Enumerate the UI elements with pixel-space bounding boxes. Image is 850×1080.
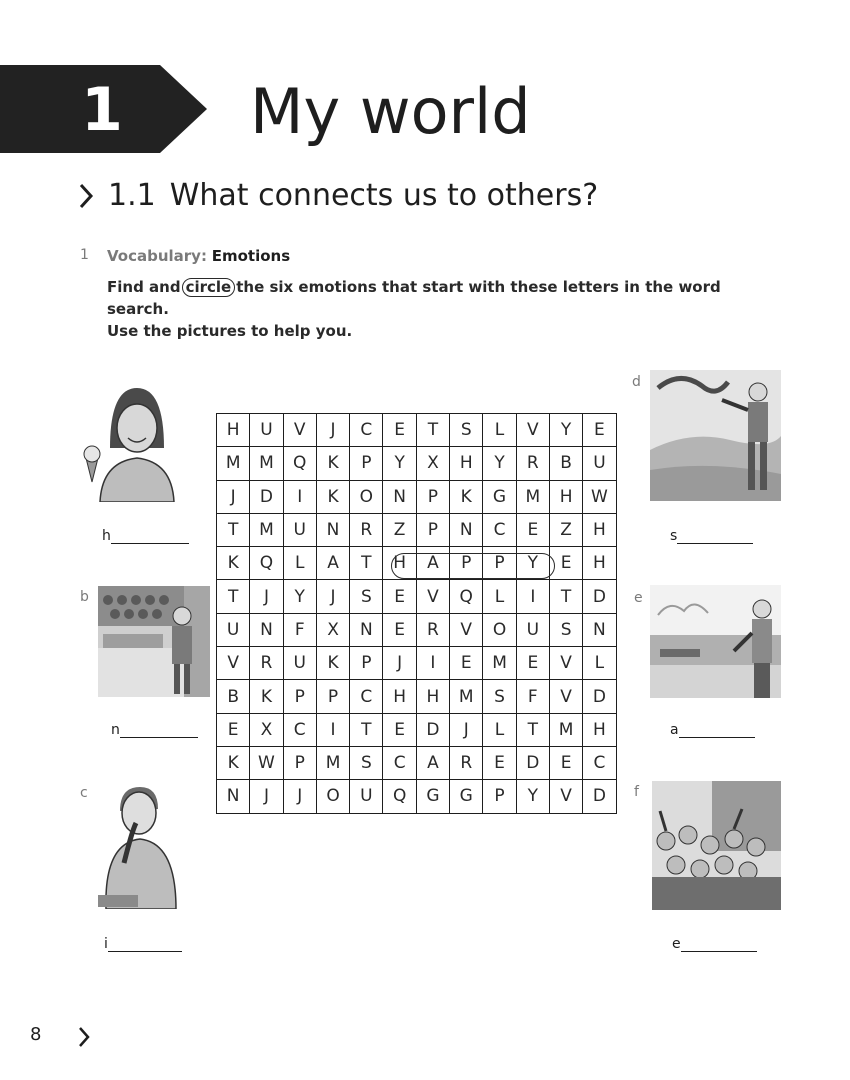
grid-cell[interactable]: C xyxy=(350,414,383,447)
word-search-grid xyxy=(216,413,617,814)
panel-letter-b: b xyxy=(80,589,89,605)
grid-cell[interactable]: R xyxy=(416,613,449,646)
answer-start-d: s xyxy=(670,528,678,544)
boy-on-stage-icon xyxy=(98,586,210,697)
instruction-after: the six emotions that start with these letters in the word search. xyxy=(107,278,721,318)
grid-cell[interactable]: J xyxy=(283,780,316,813)
grid-cell[interactable]: M xyxy=(549,713,582,746)
grid-cell[interactable]: P xyxy=(483,780,516,813)
grid-cell[interactable]: N xyxy=(583,613,616,646)
grid-cell[interactable]: Y xyxy=(383,447,416,480)
grid-cell[interactable]: L xyxy=(283,547,316,580)
grid-cell[interactable]: E xyxy=(383,414,416,447)
answer-line-e[interactable] xyxy=(670,722,755,740)
page-number: 8 xyxy=(30,1024,42,1045)
grid-row xyxy=(217,447,617,480)
grid-row xyxy=(217,513,617,546)
panel-letter-d: d xyxy=(632,374,641,390)
grid-cell[interactable]: E xyxy=(516,647,549,680)
answer-line-d[interactable] xyxy=(670,528,753,546)
chevron-right-icon[interactable] xyxy=(76,1025,92,1049)
grid-cell[interactable]: T xyxy=(549,580,582,613)
grid-row xyxy=(217,580,617,613)
grid-cell[interactable]: C xyxy=(350,680,383,713)
grid-cell[interactable]: P xyxy=(416,480,449,513)
grid-cell[interactable]: D xyxy=(416,713,449,746)
grid-cell[interactable]: I xyxy=(316,713,349,746)
grid-cell[interactable]: E xyxy=(549,547,582,580)
grid-cell[interactable]: H xyxy=(450,447,483,480)
grid-cell[interactable]: U xyxy=(283,647,316,680)
grid-cell[interactable]: V xyxy=(516,414,549,447)
exercise-instructions xyxy=(107,276,787,342)
grid-cell[interactable]: K xyxy=(450,480,483,513)
grid-cell[interactable]: M xyxy=(316,746,349,779)
circled-word: circle xyxy=(182,278,236,297)
grid-row xyxy=(217,547,617,580)
answer-line-a[interactable] xyxy=(102,528,189,546)
grid-cell[interactable]: P xyxy=(416,513,449,546)
grid-cell[interactable]: V xyxy=(416,580,449,613)
grid-cell[interactable]: H xyxy=(383,680,416,713)
grid-cell[interactable]: S xyxy=(483,680,516,713)
grid-cell[interactable]: L xyxy=(483,580,516,613)
grid-cell[interactable]: M xyxy=(483,647,516,680)
grid-cell[interactable]: J xyxy=(383,647,416,680)
grid-cell[interactable]: M xyxy=(450,680,483,713)
grid-cell[interactable]: P xyxy=(283,746,316,779)
grid-cell[interactable]: N xyxy=(217,780,250,813)
grid-cell[interactable]: H xyxy=(583,547,616,580)
grid-cell[interactable]: Y xyxy=(516,547,549,580)
grid-cell[interactable]: H xyxy=(416,680,449,713)
exercise-category: Vocabulary: xyxy=(107,247,207,265)
grid-row xyxy=(217,613,617,646)
grid-row xyxy=(217,713,617,746)
instruction-line-1 xyxy=(107,276,787,320)
grid-cell[interactable]: F xyxy=(516,680,549,713)
grid-cell[interactable]: M xyxy=(250,513,283,546)
grid-cell[interactable]: R xyxy=(516,447,549,480)
grid-cell[interactable]: J xyxy=(316,580,349,613)
panel-letter-f: f xyxy=(634,784,639,800)
grid-cell[interactable]: N xyxy=(350,613,383,646)
boy-thinking-icon xyxy=(96,783,184,909)
grid-cell[interactable]: Q xyxy=(283,447,316,480)
grid-row xyxy=(217,480,617,513)
grid-cell[interactable]: K xyxy=(316,480,349,513)
grid-cell[interactable]: K xyxy=(316,447,349,480)
grid-cell[interactable]: E xyxy=(217,713,250,746)
grid-cell[interactable]: J xyxy=(250,780,283,813)
grid-cell[interactable]: H xyxy=(583,713,616,746)
grid-cell[interactable]: H xyxy=(383,547,416,580)
cheering-crowd-icon xyxy=(652,781,781,910)
answer-start-e: a xyxy=(670,722,679,738)
grid-cell[interactable]: K xyxy=(217,547,250,580)
grid-cell[interactable]: S xyxy=(350,580,383,613)
grid-cell[interactable]: S xyxy=(549,613,582,646)
grid-cell[interactable]: D xyxy=(583,680,616,713)
grid-cell[interactable]: R xyxy=(450,746,483,779)
panel-letter-c: c xyxy=(80,785,88,801)
grid-cell[interactable]: Q xyxy=(450,580,483,613)
grid-cell[interactable]: O xyxy=(483,613,516,646)
grid-cell[interactable]: W xyxy=(250,746,283,779)
panel-letter-e: e xyxy=(634,590,643,606)
grid-cell[interactable]: Y xyxy=(516,780,549,813)
grid-cell[interactable]: U xyxy=(583,447,616,480)
grid-cell[interactable]: U xyxy=(283,513,316,546)
grid-cell[interactable]: Y xyxy=(283,580,316,613)
grid-cell[interactable]: E xyxy=(383,580,416,613)
answer-line-c[interactable] xyxy=(104,936,182,954)
grid-cell[interactable]: P xyxy=(316,680,349,713)
grid-cell[interactable]: V xyxy=(283,414,316,447)
grid-cell[interactable]: K xyxy=(316,647,349,680)
grid-cell[interactable]: T xyxy=(217,580,250,613)
grid-cell[interactable]: S xyxy=(450,414,483,447)
grid-cell[interactable]: C xyxy=(383,746,416,779)
grid-cell[interactable]: J xyxy=(250,580,283,613)
section-title-text: What connects us to others? xyxy=(169,178,599,213)
exercise-number: 1 xyxy=(80,247,89,263)
grid-cell[interactable]: X xyxy=(250,713,283,746)
grid-cell[interactable]: H xyxy=(583,513,616,546)
grid-cell[interactable]: L xyxy=(483,713,516,746)
grid-cell[interactable]: N xyxy=(450,513,483,546)
chevron-right-icon xyxy=(76,181,96,211)
grid-cell[interactable]: V xyxy=(549,647,582,680)
grid-cell[interactable]: M xyxy=(217,447,250,480)
answer-start-c: i xyxy=(104,936,108,952)
section-number: 1.1 xyxy=(108,178,156,213)
grid-cell[interactable]: A xyxy=(316,547,349,580)
grid-cell[interactable]: T xyxy=(217,513,250,546)
grid-cell[interactable]: H xyxy=(217,414,250,447)
exercise-heading xyxy=(107,246,290,266)
grid-cell[interactable]: P xyxy=(450,547,483,580)
answer-start-f: e xyxy=(672,936,681,952)
grid-cell[interactable]: T xyxy=(516,713,549,746)
instruction-before: Find and xyxy=(107,278,181,296)
grid-row xyxy=(217,647,617,680)
grid-cell[interactable]: U xyxy=(350,780,383,813)
answer-line-f[interactable] xyxy=(672,936,757,954)
grid-cell[interactable]: I xyxy=(416,647,449,680)
grid-cell[interactable]: G xyxy=(416,780,449,813)
grid-cell[interactable]: S xyxy=(350,746,383,779)
grid-cell[interactable]: V xyxy=(549,680,582,713)
grid-cell[interactable]: J xyxy=(316,414,349,447)
grid-cell[interactable]: T xyxy=(350,547,383,580)
instruction-line-2: Use the pictures to help you. xyxy=(107,322,353,340)
grid-row xyxy=(217,680,617,713)
grid-cell[interactable]: D xyxy=(583,780,616,813)
unit-number: 1 xyxy=(81,75,123,145)
grid-cell[interactable]: E xyxy=(549,746,582,779)
grid-cell[interactable]: P xyxy=(350,647,383,680)
grid-cell[interactable]: Y xyxy=(483,447,516,480)
grid-cell[interactable]: E xyxy=(583,414,616,447)
grid-cell[interactable]: U xyxy=(217,613,250,646)
answer-line-b[interactable] xyxy=(111,722,198,740)
hiker-with-snake-icon xyxy=(650,370,781,501)
grid-cell[interactable]: Q xyxy=(383,780,416,813)
grid-cell[interactable]: J xyxy=(217,480,250,513)
grid-cell[interactable]: X xyxy=(416,447,449,480)
grid-cell[interactable]: Z xyxy=(549,513,582,546)
grid-cell[interactable]: V xyxy=(549,780,582,813)
grid-cell[interactable]: B xyxy=(549,447,582,480)
grid-cell[interactable]: V xyxy=(217,647,250,680)
grid-cell[interactable]: E xyxy=(516,513,549,546)
grid-cell[interactable]: T xyxy=(416,414,449,447)
grid-cell[interactable]: G xyxy=(450,780,483,813)
grid-cell[interactable]: E xyxy=(383,613,416,646)
grid-row xyxy=(217,746,617,779)
answer-start-a: h xyxy=(102,528,111,544)
girl-with-ice-cream-icon xyxy=(80,378,194,502)
grid-cell[interactable]: U xyxy=(516,613,549,646)
grid-row xyxy=(217,780,617,813)
grid-cell[interactable]: M xyxy=(250,447,283,480)
grid-cell[interactable]: N xyxy=(316,513,349,546)
grid-cell[interactable]: Z xyxy=(383,513,416,546)
answer-start-b: n xyxy=(111,722,120,738)
grid-cell[interactable]: J xyxy=(450,713,483,746)
grid-cell[interactable]: C xyxy=(583,746,616,779)
grid-cell[interactable]: Q xyxy=(250,547,283,580)
grid-cell[interactable]: I xyxy=(283,480,316,513)
grid-cell[interactable]: N xyxy=(383,480,416,513)
grid-cell[interactable]: F xyxy=(283,613,316,646)
grid-cell[interactable]: T xyxy=(350,713,383,746)
grid-cell[interactable]: C xyxy=(483,513,516,546)
grid-cell[interactable]: U xyxy=(250,414,283,447)
unit-title: My world xyxy=(250,75,531,148)
boy-at-beach-icon xyxy=(650,585,781,698)
grid-cell[interactable]: X xyxy=(316,613,349,646)
grid-cell[interactable]: O xyxy=(350,480,383,513)
grid-cell[interactable]: E xyxy=(450,647,483,680)
grid-cell[interactable]: A xyxy=(416,547,449,580)
grid-cell[interactable]: A xyxy=(416,746,449,779)
grid-cell[interactable]: E xyxy=(383,713,416,746)
grid-row xyxy=(217,414,617,447)
grid-cell[interactable]: P xyxy=(483,547,516,580)
grid-cell[interactable]: D xyxy=(516,746,549,779)
grid-cell[interactable]: Y xyxy=(549,414,582,447)
grid-cell[interactable]: V xyxy=(450,613,483,646)
grid-cell[interactable]: E xyxy=(483,746,516,779)
grid-cell[interactable]: L xyxy=(483,414,516,447)
grid-cell[interactable]: O xyxy=(316,780,349,813)
grid-cell[interactable]: B xyxy=(217,680,250,713)
grid-cell[interactable]: D xyxy=(250,480,283,513)
grid-cell[interactable]: G xyxy=(483,480,516,513)
grid-cell[interactable]: R xyxy=(350,513,383,546)
grid-cell[interactable]: N xyxy=(250,613,283,646)
grid-cell[interactable]: K xyxy=(250,680,283,713)
grid-cell[interactable]: R xyxy=(250,647,283,680)
section-title xyxy=(108,175,598,217)
grid-cell[interactable]: M xyxy=(516,480,549,513)
grid-cell[interactable]: P xyxy=(350,447,383,480)
grid-cell[interactable]: W xyxy=(583,480,616,513)
exercise-topic: Emotions xyxy=(211,247,291,265)
grid-cell[interactable]: H xyxy=(549,480,582,513)
grid-cell[interactable]: I xyxy=(516,580,549,613)
grid-cell[interactable]: D xyxy=(583,580,616,613)
grid-cell[interactable]: P xyxy=(283,680,316,713)
grid-cell[interactable]: C xyxy=(283,713,316,746)
grid-cell[interactable]: K xyxy=(217,746,250,779)
grid-cell[interactable]: L xyxy=(583,647,616,680)
